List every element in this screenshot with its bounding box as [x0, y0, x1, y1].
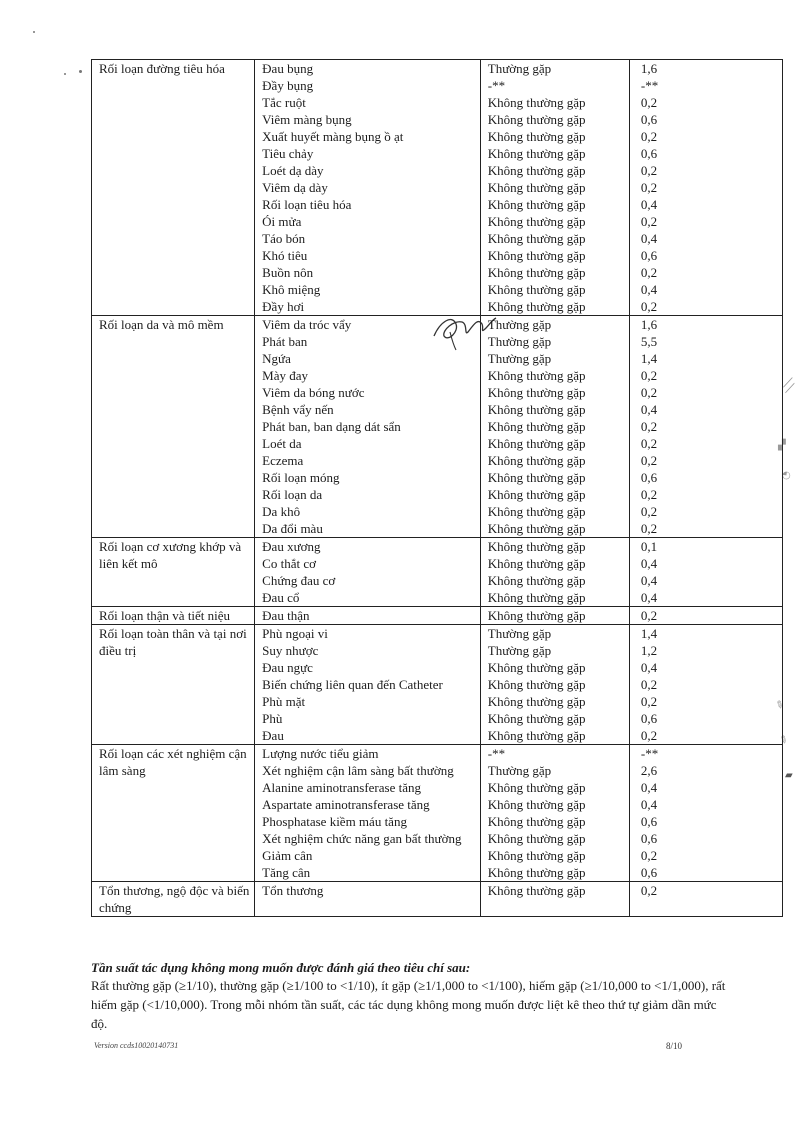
percentage-cell: 0,2 — [629, 607, 782, 625]
percentage-cell: 0,2 — [629, 520, 782, 538]
percentage-cell: 0,4 — [629, 659, 782, 676]
adverse-event-cell: Ngứa — [255, 350, 481, 367]
frequency-cell: Không thường gặp — [480, 779, 629, 796]
frequency-cell: Thường gặp — [480, 350, 629, 367]
frequency-cell: Không thường gặp — [480, 503, 629, 520]
percentage-cell: 0,2 — [629, 452, 782, 469]
percentage-cell: 0,2 — [629, 94, 782, 111]
adverse-event-cell: Khó tiêu — [255, 247, 481, 264]
organ-system-cell: Rối loạn thận và tiết niệu — [92, 607, 255, 625]
frequency-cell: Thường gặp — [480, 762, 629, 779]
adverse-event-cell: Xuất huyết màng bụng ồ ạt — [255, 128, 481, 145]
frequency-cell: Không thường gặp — [480, 247, 629, 264]
percentage-cell: 0,4 — [629, 572, 782, 589]
percentage-cell: 0,4 — [629, 230, 782, 247]
table-row — [92, 316, 783, 334]
version-footer: Version ccds10020140731 — [94, 1041, 179, 1050]
frequency-note-title: Tần suất tác dụng không mong muốn được đánh giá theo tiêu chí sau: — [91, 960, 471, 975]
adverse-event-cell: Mày đay — [255, 367, 481, 384]
adverse-event-cell: Đầy hơi — [255, 298, 481, 316]
adverse-event-cell: Suy nhược — [255, 642, 481, 659]
scan-speck — [64, 73, 66, 75]
margin-stamp-fragment: ◔ — [780, 470, 793, 481]
adverse-event-cell: Đầy bụng — [255, 77, 481, 94]
margin-stamp-fragment: ✎ — [772, 698, 786, 713]
percentage-cell: 0,6 — [629, 710, 782, 727]
frequency-cell: Thường gặp — [480, 60, 629, 78]
organ-system-cell: Rối loạn toàn thân và tại nơi điều trị — [92, 625, 255, 745]
adverse-event-cell: Tiêu chảy — [255, 145, 481, 162]
adverse-events-table — [91, 59, 783, 917]
frequency-cell: Không thường gặp — [480, 281, 629, 298]
margin-stamp-fragment: ╲╲ — [780, 377, 796, 394]
adverse-event-cell: Đau ngực — [255, 659, 481, 676]
adverse-event-cell: Viêm màng bụng — [255, 111, 481, 128]
page-number: 8/10 — [666, 1041, 683, 1051]
frequency-cell: Không thường gặp — [480, 162, 629, 179]
frequency-cell: Không thường gặp — [480, 864, 629, 882]
adverse-event-cell: Táo bón — [255, 230, 481, 247]
percentage-cell: -** — [629, 77, 782, 94]
adverse-event-cell: Phát ban, ban dạng dát sẩn — [255, 418, 481, 435]
percentage-cell: 0,6 — [629, 247, 782, 264]
frequency-cell: Không thường gặp — [480, 367, 629, 384]
adverse-event-cell: Đau xương — [255, 538, 481, 556]
frequency-cell: Thường gặp — [480, 625, 629, 643]
frequency-cell: Không thường gặp — [480, 128, 629, 145]
frequency-cell: Không thường gặp — [480, 847, 629, 864]
frequency-note-body: Rất thường gặp (≥1/10), thường gặp (≥1/100 to <1/10), ít gặp (≥1/1,000 to <1/100), hiếm gặp (≥1/10,000 to <1/1,000), rất hiếm gặp (<1/10,000). Trong mỗi nhóm tần suất, các tác dụng không mong muốn được liệt kê theo thứ tự giảm dần mức độ. — [91, 978, 726, 1031]
adverse-event-cell: Alanine aminotransferase tăng — [255, 779, 481, 796]
frequency-cell: Không thường gặp — [480, 196, 629, 213]
frequency-cell: Không thường gặp — [480, 179, 629, 196]
frequency-cell: Không thường gặp — [480, 111, 629, 128]
percentage-cell: 0,6 — [629, 145, 782, 162]
frequency-cell: Không thường gặp — [480, 94, 629, 111]
organ-system-cell: Rối loạn cơ xương khớp và liên kết mô — [92, 538, 255, 607]
percentage-cell: 0,4 — [629, 281, 782, 298]
margin-stamp-fragment: ▰ — [785, 770, 793, 781]
table-row — [92, 882, 783, 917]
frequency-cell: Không thường gặp — [480, 230, 629, 247]
table-row — [92, 745, 783, 763]
percentage-cell: 1,6 — [629, 60, 782, 78]
percentage-cell: 0,2 — [629, 162, 782, 179]
frequency-cell: Không thường gặp — [480, 538, 629, 556]
percentage-cell: 0,4 — [629, 796, 782, 813]
frequency-cell: -** — [480, 77, 629, 94]
frequency-cell: Không thường gặp — [480, 401, 629, 418]
frequency-cell: Không thường gặp — [480, 710, 629, 727]
organ-system-cell: Rối loạn các xét nghiệm cận lâm sàng — [92, 745, 255, 882]
percentage-cell: 0,2 — [629, 676, 782, 693]
frequency-cell: Không thường gặp — [480, 727, 629, 745]
adverse-event-cell: Buồn nôn — [255, 264, 481, 281]
frequency-cell: Không thường gặp — [480, 264, 629, 281]
frequency-cell: Không thường gặp — [480, 882, 629, 917]
frequency-cell: Không thường gặp — [480, 435, 629, 452]
percentage-cell: 0,2 — [629, 264, 782, 281]
adverse-event-cell: Ói mửa — [255, 213, 481, 230]
adverse-event-cell: Viêm dạ dày — [255, 179, 481, 196]
adverse-event-cell: Xét nghiệm chức năng gan bất thường — [255, 830, 481, 847]
percentage-cell: 0,2 — [629, 179, 782, 196]
frequency-cell: Không thường gặp — [480, 589, 629, 607]
adverse-event-cell: Phù — [255, 710, 481, 727]
organ-system-cell: Rối loạn đường tiêu hóa — [92, 60, 255, 316]
percentage-cell: 0,6 — [629, 469, 782, 486]
percentage-cell: 1,6 — [629, 316, 782, 334]
frequency-cell: Không thường gặp — [480, 796, 629, 813]
percentage-cell: 0,2 — [629, 693, 782, 710]
adverse-event-cell: Đau bụng — [255, 60, 481, 78]
percentage-cell: 0,2 — [629, 503, 782, 520]
adverse-event-cell: Đau thận — [255, 607, 481, 625]
adverse-event-cell: Bệnh vẩy nến — [255, 401, 481, 418]
adverse-event-cell: Da đổi màu — [255, 520, 481, 538]
adverse-event-cell: Khô miệng — [255, 281, 481, 298]
table-row — [92, 60, 783, 78]
adverse-event-cell: Tắc ruột — [255, 94, 481, 111]
percentage-cell: 0,4 — [629, 555, 782, 572]
adverse-event-cell: Rối loạn tiêu hóa — [255, 196, 481, 213]
adverse-event-cell: Viêm da bóng nước — [255, 384, 481, 401]
percentage-cell: 0,2 — [629, 298, 782, 316]
frequency-cell: -** — [480, 745, 629, 763]
organ-system-cell: Rối loạn da và mô mềm — [92, 316, 255, 538]
adverse-event-cell: Co thắt cơ — [255, 555, 481, 572]
table-row — [92, 625, 783, 643]
adverse-event-cell: Đau — [255, 727, 481, 745]
percentage-cell: 0,2 — [629, 727, 782, 745]
percentage-cell: 0,6 — [629, 830, 782, 847]
percentage-cell: 0,4 — [629, 589, 782, 607]
frequency-cell: Không thường gặp — [480, 145, 629, 162]
frequency-cell: Không thường gặp — [480, 298, 629, 316]
frequency-cell: Thường gặp — [480, 316, 629, 334]
percentage-cell: 0,2 — [629, 128, 782, 145]
frequency-cell: Không thường gặp — [480, 830, 629, 847]
percentage-cell: 0,2 — [629, 384, 782, 401]
percentage-cell: 0,2 — [629, 367, 782, 384]
percentage-cell: 5,5 — [629, 333, 782, 350]
frequency-cell: Không thường gặp — [480, 213, 629, 230]
adverse-event-cell: Chứng đau cơ — [255, 572, 481, 589]
frequency-cell: Không thường gặp — [480, 469, 629, 486]
percentage-cell: 0,6 — [629, 813, 782, 830]
frequency-cell: Không thường gặp — [480, 452, 629, 469]
percentage-cell: 2,6 — [629, 762, 782, 779]
frequency-cell: Không thường gặp — [480, 555, 629, 572]
margin-stamp-fragment: ✎ — [776, 733, 790, 748]
percentage-cell: 0,4 — [629, 401, 782, 418]
frequency-cell: Không thường gặp — [480, 418, 629, 435]
percentage-cell: 0,4 — [629, 779, 782, 796]
table-row — [92, 538, 783, 556]
organ-system-cell: Tổn thương, ngộ độc và biến chứng — [92, 882, 255, 917]
frequency-cell: Không thường gặp — [480, 693, 629, 710]
percentage-cell: 0,1 — [629, 538, 782, 556]
adverse-event-cell: Lượng nước tiểu giảm — [255, 745, 481, 763]
frequency-cell: Không thường gặp — [480, 572, 629, 589]
adverse-event-cell: Xét nghiệm cận lâm sàng bất thường — [255, 762, 481, 779]
adverse-event-cell: Đau cổ — [255, 589, 481, 607]
scan-speck — [33, 31, 35, 33]
percentage-cell: 0,2 — [629, 435, 782, 452]
frequency-cell: Không thường gặp — [480, 813, 629, 830]
adverse-event-cell: Loét da — [255, 435, 481, 452]
percentage-cell: 0,4 — [629, 196, 782, 213]
adverse-event-cell: Phù mặt — [255, 693, 481, 710]
percentage-cell: 0,2 — [629, 847, 782, 864]
adverse-event-cell: Phosphatase kiềm máu tăng — [255, 813, 481, 830]
percentage-cell: 0,2 — [629, 213, 782, 230]
frequency-cell: Không thường gặp — [480, 384, 629, 401]
percentage-cell: 1,2 — [629, 642, 782, 659]
frequency-cell: Không thường gặp — [480, 676, 629, 693]
percentage-cell: 0,2 — [629, 882, 782, 917]
adverse-event-cell: Tăng cân — [255, 864, 481, 882]
adverse-event-cell: Viêm da tróc vẩy — [255, 316, 481, 334]
adverse-event-cell: Eczema — [255, 452, 481, 469]
percentage-cell: 1,4 — [629, 625, 782, 643]
frequency-cell: Không thường gặp — [480, 659, 629, 676]
margin-stamp-fragment: ▞ — [778, 440, 786, 451]
adverse-event-cell: Da khô — [255, 503, 481, 520]
frequency-cell: Thường gặp — [480, 642, 629, 659]
percentage-cell: 1,4 — [629, 350, 782, 367]
percentage-cell: -** — [629, 745, 782, 763]
adverse-event-cell: Tổn thương — [255, 882, 481, 917]
adverse-event-cell: Rối loạn móng — [255, 469, 481, 486]
adverse-event-cell: Loét dạ dày — [255, 162, 481, 179]
frequency-cell: Thường gặp — [480, 333, 629, 350]
adverse-event-cell: Phát ban — [255, 333, 481, 350]
scan-speck — [79, 70, 82, 73]
percentage-cell: 0,6 — [629, 864, 782, 882]
percentage-cell: 0,2 — [629, 418, 782, 435]
frequency-cell: Không thường gặp — [480, 486, 629, 503]
adverse-event-cell: Giảm cân — [255, 847, 481, 864]
frequency-cell: Không thường gặp — [480, 607, 629, 625]
percentage-cell: 0,2 — [629, 486, 782, 503]
table-row — [92, 607, 783, 625]
adverse-event-cell: Biến chứng liên quan đến Catheter — [255, 676, 481, 693]
percentage-cell: 0,6 — [629, 111, 782, 128]
frequency-cell: Không thường gặp — [480, 520, 629, 538]
adverse-event-cell: Rối loạn da — [255, 486, 481, 503]
adverse-event-cell: Phù ngoại vi — [255, 625, 481, 643]
adverse-event-cell: Aspartate aminotransferase tăng — [255, 796, 481, 813]
